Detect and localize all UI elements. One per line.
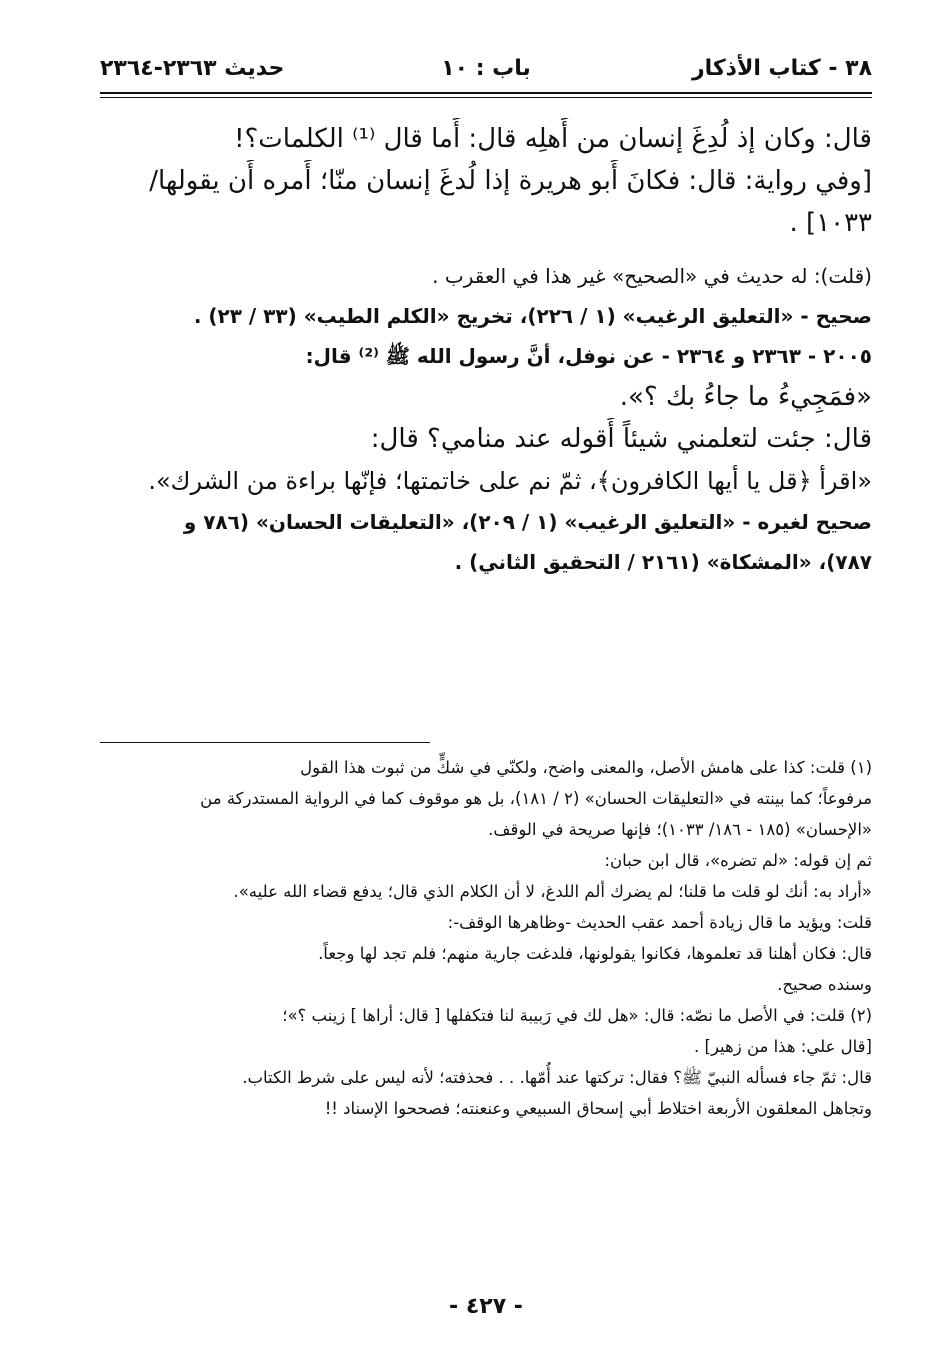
footnote-line: قلت: ويؤيد ما قال زيادة أحمد عقب الحديث -وظاهرها الوقف-: <box>447 913 872 932</box>
hadith-number-line: ٢٠٠٥ - ٢٣٦٣ و ٢٣٦٤ - عن نوفل، أنَّ رسول الله ﷺ ⁽²⁾ قال: <box>305 344 872 368</box>
running-header <box>100 52 872 88</box>
header-book-title: ٣٨ - كتاب الأذكار <box>691 56 872 81</box>
footnotes <box>100 752 872 1124</box>
footnote-line: مرفوعاً؛ كما بينته في «التعليقات الحسان» (٢ / ١٨١)، بل هو موقوف كما في الرواية المستدركة من <box>200 789 872 808</box>
footnote-line: (١) قلت: كذا على هامش الأصل، والمعنى واضح، ولكنّي في شكٍّ من ثبوت هذا القول <box>300 758 872 777</box>
header-rule-thin <box>100 97 872 98</box>
header-hadith-range: حديث ٢٣٦٣-٢٣٦٤ <box>100 56 285 81</box>
footnote-line: قال: فكان أهلنا قد تعلموها، فكانوا يقولونها، فلدغت جارية منهم؛ فلم تجد لها وجعاً. <box>318 944 872 963</box>
note-line: (قلت): له حديث في «الصحيح» غير هذا في العقرب . <box>432 264 872 288</box>
main-line: قال: وكان إذ لُدِغَ إنسان من أَهلِه قال: أَما قال ⁽¹⁾ الكلمات؟! <box>234 124 872 154</box>
page-number: - ٤٢٧ - <box>449 1294 523 1319</box>
main-line: قال: جئت لتعلمني شيئاً أَقوله عند منامي؟ قال: <box>370 424 872 454</box>
footnote-line: «أراد به: أنك لو قلت ما قلنا؛ لم يضرك ألم اللدغ، لا أن الكلام الذي قال؛ يدفع قضاء الله عليه». <box>233 882 872 901</box>
header-chapter: باب : ١٠ <box>441 56 531 81</box>
footnote-line: وتجاهل المعلقون الأربعة اختلاط أبي إسحاق السبيعي وعنعنته؛ فصححوا الإسناد !! <box>324 1099 872 1118</box>
spacer <box>100 244 872 256</box>
grading-line: صحيح لغيره - «التعليق الرغيب» (١ / ٢٠٩)، «التعليقات الحسان» (٧٨٦ و <box>183 510 872 534</box>
book-page <box>100 52 872 1352</box>
footnote-line: وسنده صحيح. <box>777 975 872 994</box>
main-line: [وفي رواية: قال: فكانَ أَبو هريرة إذا لُدغَ إنسان منّا؛ أَمره أَن يقولها/ <box>149 166 872 196</box>
footnote-line: قال: ثمّ جاء فسأله النبيّ ﷺ؟ فقال: تركتها عند أُمّها. . . فحذفته؛ لأنه ليس على شرط الكتاب. <box>242 1068 872 1087</box>
grading-line: ٧٨٧)، «المشكاة» (٢١٦١ / التحقيق الثاني) . <box>454 550 872 574</box>
main-line: ١٠٣٣] . <box>789 208 872 238</box>
footnote-separator <box>100 742 430 743</box>
main-text <box>100 118 872 582</box>
grading-line: صحيح - «التعليق الرغيب» (١ / ٢٢٦)، تخريج «الكلم الطيب» (٣٣ / ٢٣) . <box>193 304 872 328</box>
footnote-line: [قال علي: هذا من زهير] . <box>694 1037 872 1056</box>
footnote-line: ثم إن قوله: «لم تضره»، قال ابن حبان: <box>604 851 872 870</box>
header-rule-thick <box>100 92 872 94</box>
main-line: «اقرأ ﴿قل يا أيها الكافرون﴾، ثمّ نم على خاتمتها؛ فإنّها براءة من الشرك». <box>148 467 872 495</box>
main-line: «فمَجِيءُ ما جاءُ بك ؟». <box>619 382 872 412</box>
footnote-line: (٢) قلت: في الأصل ما نصّه: قال: «هل لك في رَبيبة لنا فتكفلها [ قال: أراها ] زينب ؟»؛ <box>282 1006 872 1025</box>
footnote-line: «الإحسان» (١٨٥ - ١٨٦/ ١٠٣٣)؛ فإنها صريحة في الوقف. <box>488 820 872 839</box>
